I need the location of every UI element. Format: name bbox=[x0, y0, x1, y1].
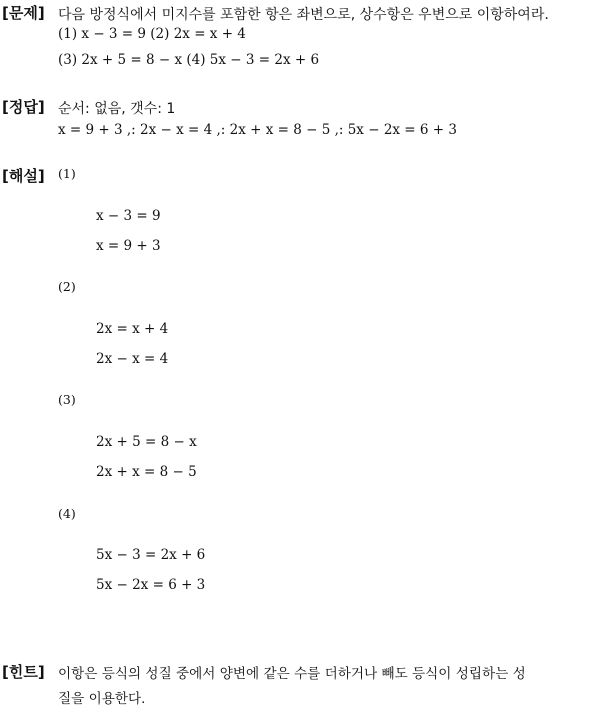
explanation-label-1: (1) bbox=[58, 166, 76, 181]
answer-text: 순서: 없음, 갯수: 1 bbox=[58, 101, 176, 117]
problem-tag: [문제] bbox=[2, 4, 45, 22]
hint-tag: [힌트] bbox=[2, 663, 45, 681]
problem-text: 다음 방정식에서 미지수를 포함한 항은 좌변으로, 상수항은 우변으로 이항하여라. bbox=[58, 7, 549, 23]
explanation-tag: [해설] bbox=[2, 167, 45, 185]
explanation-step: 2x + x = 8 − 5 bbox=[96, 464, 197, 480]
explanation-step: 2x − x = 4 bbox=[96, 351, 169, 367]
problem-line-1: (1) x − 3 = 9 (2) 2x = x + 4 bbox=[58, 26, 246, 42]
hint-line-2: 질을 이용한다. bbox=[58, 691, 146, 707]
explanation-step: 2x + 5 = 8 − x bbox=[96, 434, 197, 450]
explanation-step: 2x = x + 4 bbox=[96, 321, 169, 337]
answer-line: x = 9 + 3 ,: 2x − x = 4 ,: 2x + x = 8 − 5 ,: 5x − 2x = 6 + 3 bbox=[58, 122, 457, 138]
explanation-step: 5x − 2x = 6 + 3 bbox=[96, 577, 206, 593]
answer-tag: [정답] bbox=[2, 98, 45, 116]
explanation-step: 5x − 3 = 2x + 6 bbox=[96, 547, 206, 563]
explanation-step: x = 9 + 3 bbox=[96, 238, 161, 254]
problem-line-2: (3) 2x + 5 = 8 − x (4) 5x − 3 = 2x + 6 bbox=[58, 52, 320, 68]
explanation-label-4: (4) bbox=[58, 506, 76, 521]
explanation-label-3: (3) bbox=[58, 392, 76, 407]
explanation-step: x − 3 = 9 bbox=[96, 208, 161, 224]
explanation-label-2: (2) bbox=[58, 279, 76, 294]
hint-line-1: 이항은 등식의 성질 중에서 양변에 같은 수를 더하거나 빼도 등식이 성립하는 성 bbox=[58, 666, 526, 682]
